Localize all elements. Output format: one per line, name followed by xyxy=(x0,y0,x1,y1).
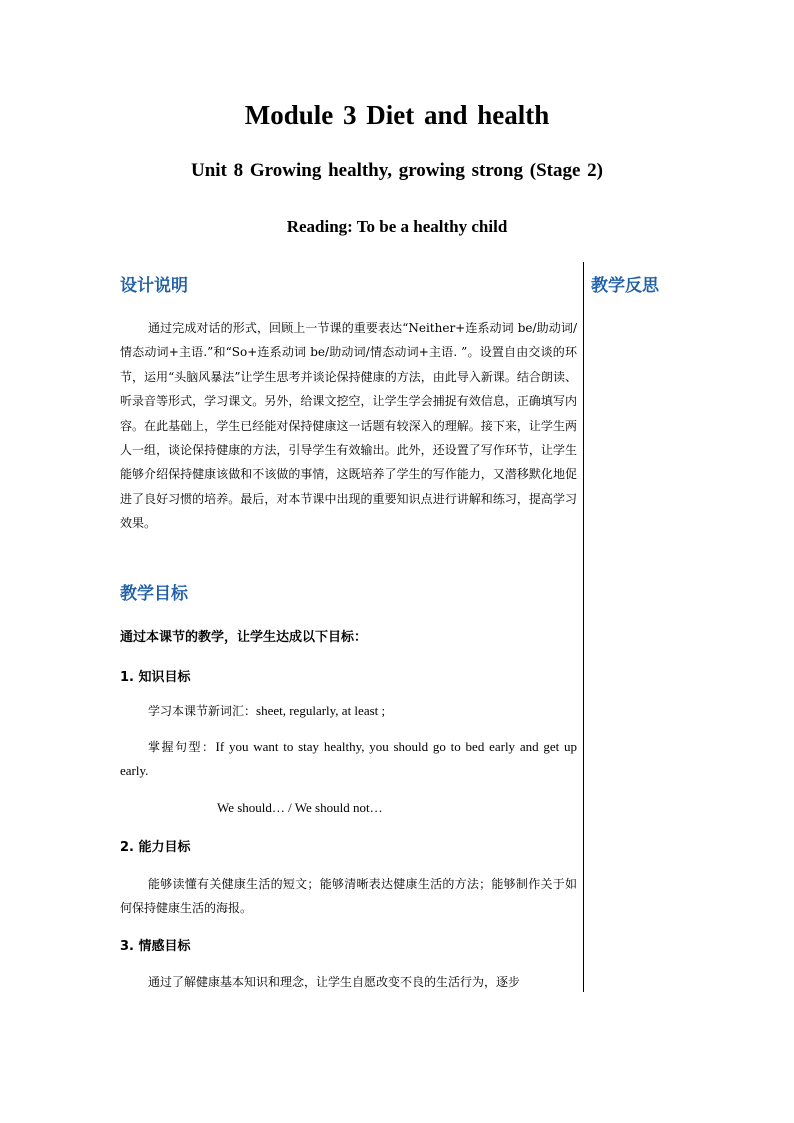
goals-intro: 通过本课节的教学，让学生达成以下目标： xyxy=(120,630,368,645)
design-description: 通过完成对话的形式，回顾上一节课的重要表达“Neither+连系动词 be/助动词/情态动词+主语.”和“So+连系动词 be/助动词/情态动词+主语. ”。设置自由交谈的环节，运用“头脑风暴法”让学生思考并谈论保持健康的方法，由此导入新课。结合朗读、听录音等形式，学习课文。另外，给课文挖空，让学生学会捕捉有效信息，正确填写内容。在此基础上，学生已经能对保持健康这一话题有较深入的理解。接下来，让学生两人一组，谈论保持健康的方法，引导学生有效输出。此外，还设置了写作环节，让学生能够介绍保持健康该做和不该做的事情，这既培养了学生的写作能力，又潜移默化地促进了良好习惯的培养。最后，对本节课中出现的重要知识点进行讲解和练习，提高学习效果。 xyxy=(120,321,577,531)
unit-title: Unit 8 Growing healthy, growing strong (Stage 2) xyxy=(191,160,603,181)
column-divider xyxy=(583,262,584,992)
goals-heading: 教学目标 xyxy=(120,584,188,604)
ability-goal-heading: 2. 能力目标 xyxy=(120,840,191,855)
reflection-heading: 教学反思 xyxy=(591,276,659,296)
module-title: Module 3 Diet and health xyxy=(244,100,550,130)
emotion-goal-text: 通过了解健康基本知识和理念，让学生自愿改变不良的生活行为，逐步 xyxy=(148,975,521,989)
ability-goal-text: 能够读懂有关健康生活的短文；能够清晰表达健康生活的方法；能够制作关于如何保持健康生活的海报。 xyxy=(120,877,577,916)
pattern-line xyxy=(120,735,577,784)
design-heading: 设计说明 xyxy=(120,276,188,296)
vocab-words: sheet, regularly, at least ; xyxy=(256,703,386,718)
pattern-text: If you want to stay healthy, you should go to bed early and get up early. xyxy=(120,739,577,779)
pattern-label: 掌握句型： xyxy=(148,740,216,754)
emotion-goal-heading: 3. 情感目标 xyxy=(120,939,191,954)
vocab-line xyxy=(120,699,577,723)
reading-title: Reading: To be a healthy child xyxy=(286,217,508,236)
pattern-extra: We should… / We should not… xyxy=(217,800,383,815)
vocab-label: 学习本课节新词汇： xyxy=(148,704,257,718)
knowledge-goal-heading: 1. 知识目标 xyxy=(120,670,191,685)
